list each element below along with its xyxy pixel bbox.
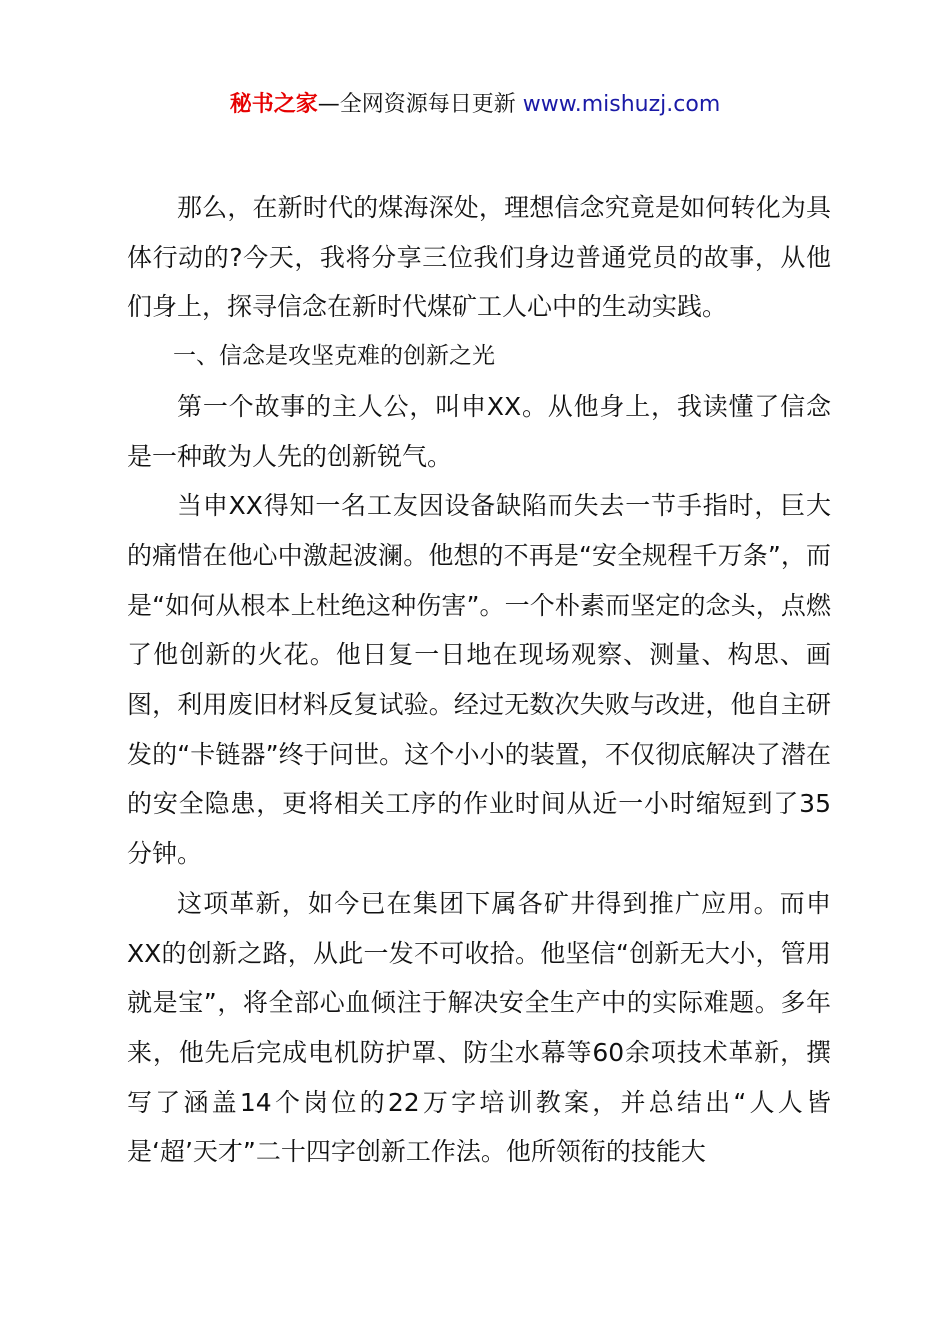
document-body [127, 183, 831, 1177]
header-slogan: —全网资源每日更新 [317, 92, 516, 117]
paragraph-intro: 那么，在新时代的煤海深处，理想信念究竟是如何转化为具体行动的?今天，我将分享三位我们身边普通党员的故事，从他们身上，探寻信念在新时代煤矿工人心中的生动实践。 [127, 193, 831, 322]
site-url-link[interactable]: www.mishuzj.com [522, 92, 721, 117]
section-heading: 一、信念是攻坚克难的创新之光 [173, 343, 495, 370]
brand-name: 秘书之家 [229, 92, 318, 117]
paragraph-story-detail: 当申XX得知一名工友因设备缺陷而失去一节手指时，巨大的痛惜在他心中激起波澜。他想的不再是“安全规程千万条”，而是“如何从根本上杜绝这种伤害”。一个朴素而坚定的念头，点燃了他创新的火花。他日复一日地在现场观察、测量、构思、画图，利用废旧材料反复试验。经过无数次失败与改进，他自主研发的“卡链器”终于问世。这个小小的装置，不仅彻底解决了潜在的安全隐患，更将相关工序的作业时间从近一小时缩短到了35分钟。 [127, 491, 831, 869]
site-header [0, 88, 950, 122]
paragraph-story-impact: 这项革新，如今已在集团下属各矿井得到推广应用。而申XX的创新之路，从此一发不可收拾。他坚信“创新无大小，管用就是宝”，将全部心血倾注于解决安全生产中的实际难题。多年来，他先后完成电机防护罩、防尘水幕等60余项技术革新，撰写了涵盖14个岗位的22万字培训教案，并总结出“人人皆是‘超’天才”二十四字创新工作法。他所领衔的技能大 [127, 888, 831, 1167]
paragraph-story-intro: 第一个故事的主人公，叫申XX。从他身上，我读懂了信念是一种敢为人先的创新锐气。 [127, 391, 831, 471]
